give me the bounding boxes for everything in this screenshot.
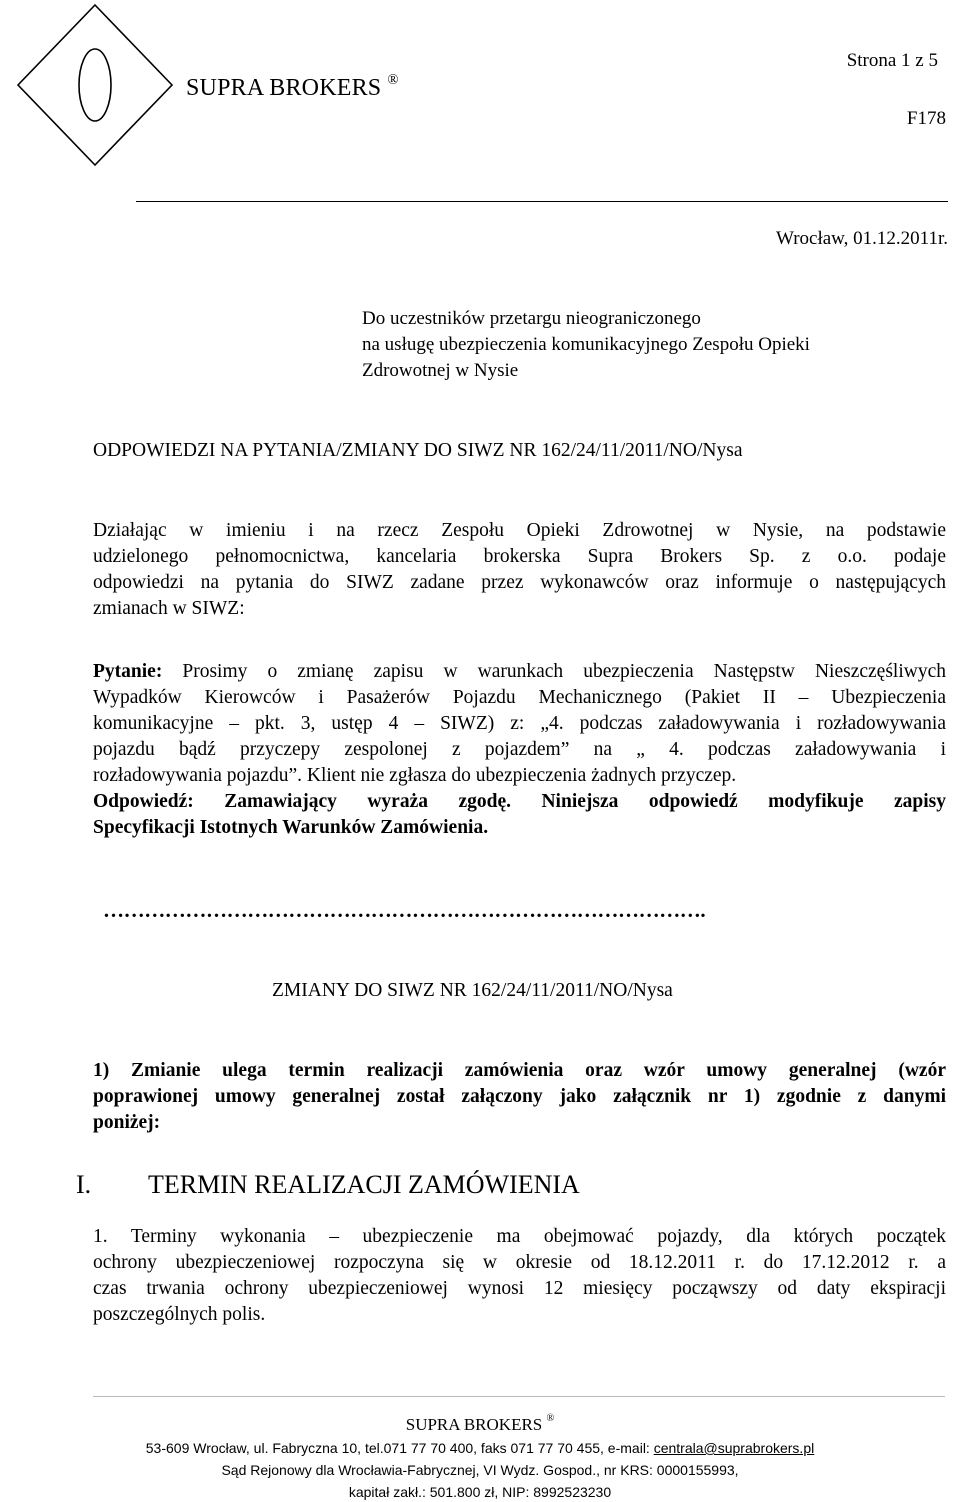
answer-line: Odpowiedź: Zamawiający wyraża zgodę. Niniejsza odpowiedź modyfikuje zapisy (93, 791, 946, 812)
item-line: ochrony ubezpieczeniowej rozpoczyna się w okresie od 18.12.2011 r. do 17.12.2012 r. a (93, 1252, 946, 1273)
question-line: komunikacyjne – pkt. 3, ustęp 4 – SIWZ) z: „4. podczas załadowywania i rozładowywania (93, 713, 946, 734)
item-1-paragraph (93, 1224, 946, 1328)
section-number: I. (76, 1170, 92, 1199)
change-line: poniżej: (93, 1112, 161, 1133)
question-answer-block (93, 659, 946, 841)
footer-capital: kapitał zakł.: 501.800 zł, NIP: 8992523230 (348, 1484, 612, 1500)
question-line: Pytanie: Prosimy o zmianę zapisu w warunkach ubezpieczenia Następstw Nieszczęśliwych (93, 661, 946, 682)
company-logo (14, 2, 176, 168)
page-number: Strona 1 z 5 (846, 50, 938, 71)
question-label: Pytanie: (93, 661, 163, 682)
item-line: poszczególnych polis. (93, 1304, 266, 1325)
question-line: pojazdu bądź przyczepy zespolonej z pojazdem” na „ 4. podczas załadowywania i (93, 739, 946, 760)
change-1-paragraph (93, 1058, 946, 1136)
intro-line: Działając w imieniu i na rzecz Zespołu Opieki Zdrowotnej w Nysie, na podstawie (93, 520, 946, 541)
question-line: rozładowywania pojazdu”. Klient nie zgłasza do ubezpieczenia żadnych przyczep. (93, 765, 737, 786)
footer-brand: SUPRA BROKERS ® (405, 1413, 555, 1434)
item-line: 1. Terminy wykonania – ubezpieczenie ma obejmować pojazdy, dla których początek (93, 1226, 946, 1247)
change-line: poprawionej umowy generalnej został załączony jako załącznik nr 1) zgodnie z danymi (93, 1086, 946, 1107)
footer-divider (93, 1396, 945, 1397)
brand-name: SUPRA BROKERS ® (186, 72, 399, 101)
section-title (76, 1170, 580, 1200)
footer-registered-mark: ® (546, 1413, 555, 1425)
footer-address: 53-609 Wrocław, ul. Fabryczna 10, tel.071 77 70 400, faks 071 77 70 455, e-mail: centrala@suprabrokers.pl (145, 1440, 815, 1456)
footer-registry: Sąd Rejonowy dla Wrocławia-Fabrycznej, VI Wydz. Gospod., nr KRS: 0000155993, (221, 1462, 739, 1478)
form-code: F178 (906, 108, 946, 129)
intro-paragraph (93, 518, 946, 622)
answer-line: Specyfikacji Istotnych Warunków Zamówienia. (93, 817, 489, 838)
footer-email-link[interactable]: centrala@suprabrokers.pl (653, 1440, 815, 1456)
changes-heading: ZMIANY DO SIWZ NR 162/24/11/2011/NO/Nysa (272, 980, 673, 1001)
addressee-line: Do uczestników przetargu nieograniczonego (362, 308, 701, 329)
change-line: 1) Zmianie ulega termin realizacji zamówienia oraz wzór umowy generalnej (wzór (93, 1060, 946, 1081)
addressee-line: na usługę ubezpieczenia komunikacyjnego Zespołu Opieki (362, 334, 810, 355)
intro-line: zmianach w SIWZ: (93, 598, 245, 619)
item-line: czas trwania ochrony ubezpieczeniowej wynosi 12 miesięcy począwszy od daty ekspiracji (93, 1278, 946, 1299)
dotted-separator: ……………………………………………………………………………. (103, 898, 706, 922)
document-date: Wrocław, 01.12.2011r. (776, 228, 948, 249)
question-line: Wypadków Kierowców i Pasażerów Pojazdu Mechanicznego (Pakiet II – Ubezpieczenia (93, 687, 946, 708)
intro-line: odpowiedzi na pytania do SIWZ zadane przez wykonawców oraz informuje o następujących (93, 572, 946, 593)
addressee-block (362, 306, 952, 384)
header-divider (136, 201, 948, 202)
registered-mark: ® (387, 72, 399, 88)
addressee-line: Zdrowotnej w Nysie (362, 360, 519, 381)
section-title-text: TERMIN REALIZACJI ZAMÓWIENIA (148, 1170, 580, 1199)
answers-heading: ODPOWIEDZI NA PYTANIA/ZMIANY DO SIWZ NR 162/24/11/2011/NO/Nysa (93, 440, 743, 461)
intro-line: udzielonego pełnomocnictwa, kancelaria brokerska Supra Brokers Sp. z o.o. podaje (93, 546, 946, 567)
